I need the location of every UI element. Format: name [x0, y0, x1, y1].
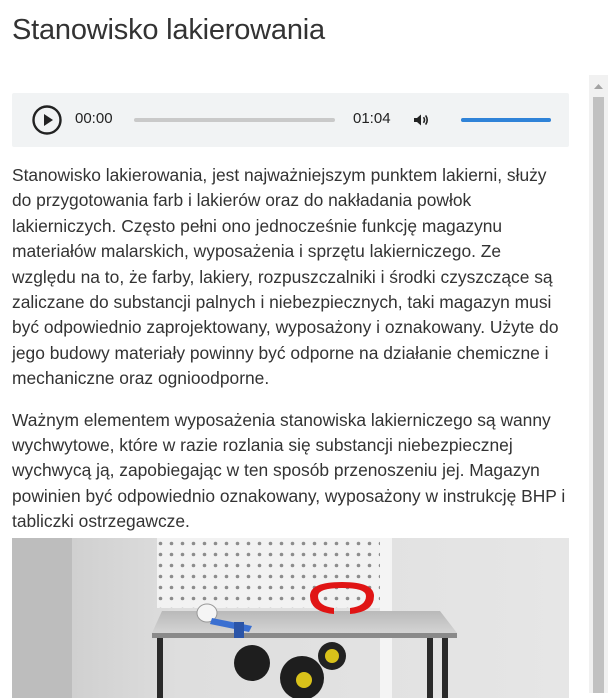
paint-station-illustration — [12, 538, 569, 698]
play-icon — [32, 105, 62, 135]
vertical-scrollbar[interactable] — [589, 75, 608, 693]
scroll-up-button[interactable] — [589, 79, 608, 93]
article-text — [12, 163, 569, 535]
article-content — [12, 93, 569, 698]
duration-time: 01:04 — [353, 110, 391, 127]
paragraph-1: Stanowisko lakierowania, jest najważniejszym punktem lakierni, służy do przygotowania farb i lakierów oraz do nakładania powłok lakierniczych. Często pełni ono jednocześnie funkcję magazynu materiałów malarskich, wyposażenia i sprzętu lakierniczego. Ze względu na to, że farby, lakiery, rozpuszczalniki i środki czyszczące są zaliczane do substancji palnych i niebezpiecznych, taki magazyn musi być odpowiednio zaprojektowany, wyposażony i oznakowany. Użyte do jego budowy materiały powinny być odporne na działanie chemiczne i mechaniczne oraz ognioodporne. — [12, 165, 559, 389]
volume-slider-fill — [461, 118, 551, 122]
chevron-up-icon — [589, 79, 608, 93]
current-time: 00:00 — [75, 110, 113, 127]
audio-player — [12, 93, 569, 147]
mute-button[interactable] — [412, 111, 430, 129]
play-button[interactable] — [32, 105, 62, 135]
page-title: Stanowisko lakierowania — [12, 14, 325, 46]
scrollbar-thumb[interactable] — [593, 97, 604, 693]
seek-slider[interactable] — [134, 118, 335, 122]
paragraph-2: Ważnym elementem wyposażenia stanowiska lakierniczego są wanny wychwytowe, które w razie rozlania się substancji niebezpiecznej wychwycą ją, zapobiegając w ten sposób przenoszeniu jej. Magazyn powinien być odpowiednio oznakowany, wyposażony w instrukcję BHP i tabliczki ostrzegawcze. — [12, 409, 566, 532]
volume-slider[interactable] — [461, 118, 551, 122]
paint-station-photo — [12, 538, 569, 698]
volume-icon — [412, 111, 430, 129]
